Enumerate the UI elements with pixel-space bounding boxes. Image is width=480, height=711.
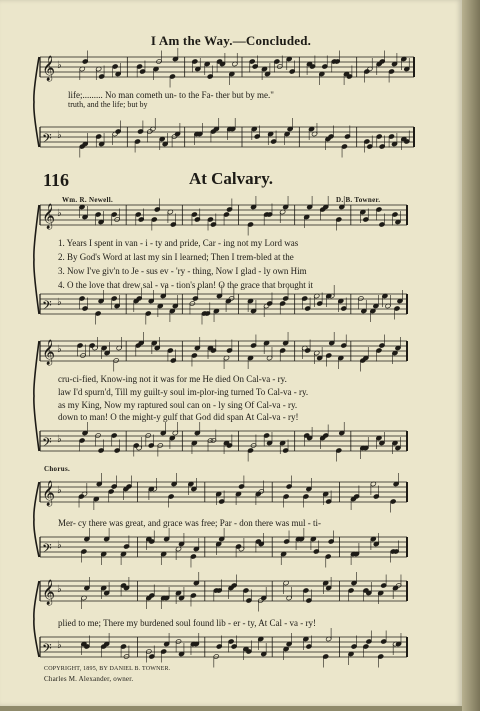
words-credit: Wm. R. Newell. — [62, 196, 114, 204]
verse-2-line-a: 2. By God's Word at last my sin I learned; Then I trem-bled at the — [58, 252, 294, 262]
svg-text:♭: ♭ — [57, 584, 62, 595]
staff-4-treble — [40, 572, 407, 612]
verse-3-line-b: as my King, Now my raptured soul can on - ly sing Of Cal-va - ry. — [58, 400, 298, 410]
verse-4-line-b: down to man! O the might-y gulf that God did span At Cal-va - ry! — [58, 412, 299, 422]
verse-1-line-b: cru-ci-fied, Know-ing not it was for me He died On Cal-va - ry. — [58, 374, 287, 384]
concluded-hymn-title: I Am the Way.—Concluded. — [150, 33, 312, 48]
verse-4-line-a: 4. O the love that drew sal - va - tion's plan! O the grace that brought it — [58, 280, 314, 290]
svg-text:♭: ♭ — [57, 60, 62, 71]
svg-text:♭: ♭ — [57, 297, 62, 308]
staff-top-bass — [40, 118, 414, 158]
svg-text:♭: ♭ — [57, 640, 62, 651]
staff-top-treble — [40, 48, 414, 88]
top-lyrics-upper: life;......... No man cometh un- to the Fa- ther but by me." — [68, 90, 274, 100]
verse-3-line-a: 3. Now I've giv'n to Je - sus ev - 'ry - thing, Now I glad - ly own Him — [58, 266, 307, 276]
svg-text:♭: ♭ — [57, 434, 62, 445]
music-credit: D. B. Towner. — [336, 196, 381, 204]
book-spine — [462, 0, 480, 711]
chorus-label: Chorus. — [44, 465, 71, 473]
staff-2-treble — [40, 332, 407, 372]
svg-text:♭: ♭ — [57, 485, 62, 496]
hymn-number: 116 — [43, 170, 70, 190]
svg-text:𝄞: 𝄞 — [42, 204, 56, 229]
svg-text:♭: ♭ — [57, 344, 62, 355]
svg-text:𝄞: 𝄞 — [42, 56, 56, 81]
svg-text:𝄢: 𝄢 — [42, 541, 52, 559]
svg-text:♭: ♭ — [57, 540, 62, 551]
svg-text:♭: ♭ — [57, 130, 62, 141]
staff-4-bass — [40, 628, 407, 668]
staff-2-bass — [40, 422, 407, 462]
staff-3-bass — [40, 528, 407, 568]
svg-text:𝄢: 𝄢 — [42, 131, 52, 149]
svg-text:𝄢: 𝄢 — [42, 641, 52, 659]
staff-1-bass — [40, 285, 407, 325]
top-lyrics-lower: truth, and the life; but by — [68, 100, 148, 109]
svg-text:𝄞: 𝄞 — [42, 580, 56, 605]
chorus-line-2: plied to me; There my burdened soul found lib - er - ty, At Cal - va - ry! — [58, 618, 316, 628]
verse-1-line-a: 1. Years I spent in van - i - ty and pride, Car - ing not my Lord was — [58, 238, 299, 248]
svg-text:𝄞: 𝄞 — [42, 340, 56, 365]
copyright-line: COPYRIGHT, 1895, BY DANIEL B. TOWNER. — [44, 666, 171, 672]
hymn-title: At Calvary. — [188, 169, 274, 188]
svg-text:𝄢: 𝄢 — [42, 435, 52, 453]
svg-text:♭: ♭ — [57, 208, 62, 219]
chorus-line-1: Mer- cy there was great, and grace was free; Par - don there was mul - ti- — [58, 518, 321, 528]
svg-text:𝄢: 𝄢 — [42, 298, 52, 316]
svg-text:𝄞: 𝄞 — [42, 481, 56, 506]
staff-3-treble — [40, 473, 407, 513]
copyright-owner: Charles M. Alexander, owner. — [44, 675, 134, 683]
verse-2-line-b: law I'd spurn'd, Till my guilt-y soul im-plor-ing turned To Cal-va - ry. — [58, 387, 309, 397]
